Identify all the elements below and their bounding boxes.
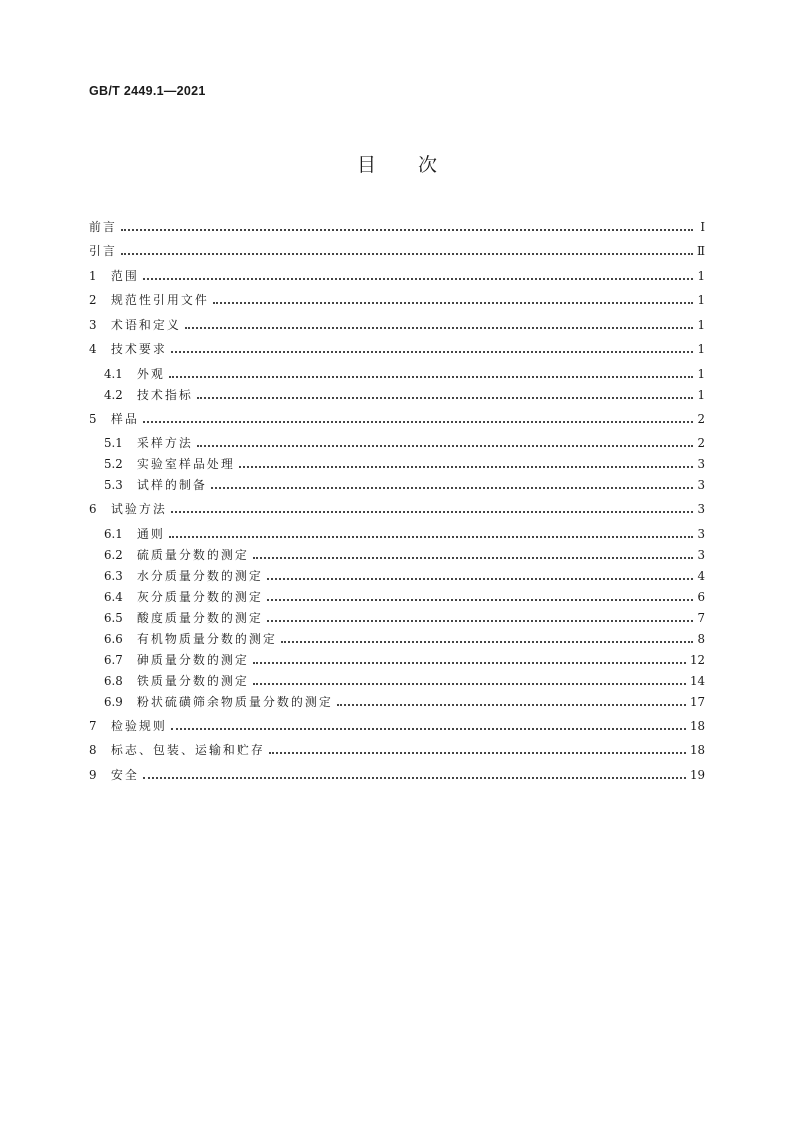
toc-entry-6-6[interactable] [104,629,705,649]
toc-entry-4-2[interactable] [104,385,705,405]
dot-leader [169,376,693,378]
toc-entry-label: 样品 [111,412,139,426]
dot-leader [171,728,686,730]
toc-entry-label: 粉状硫磺筛余物质量分数的测定 [137,695,333,709]
toc-entry-number: 6 [89,502,97,516]
toc-title-right: 次 [418,154,438,176]
toc-entry-page: 7 [697,611,705,625]
toc-entry-6-3[interactable] [104,566,705,586]
toc-entry-page: Ⅰ [700,220,705,234]
toc-entry-label: 规范性引用文件 [111,293,209,307]
toc-entry-page: 18 [689,743,705,757]
toc-entry-page: 2 [697,436,705,450]
toc-entry-page: 1 [697,318,705,332]
toc-entry-label: 技术要求 [111,342,167,356]
toc-entry-number: 6.2 [104,548,123,562]
dot-leader [143,777,686,779]
toc-entry-label: 范围 [111,269,139,283]
toc-entry-label: 试验方法 [111,502,167,516]
toc-entry-3[interactable] [89,315,705,335]
toc-entry-page: 3 [697,548,705,562]
toc-entry-6-5[interactable] [104,608,705,628]
toc-entry-number: 5.2 [104,457,123,471]
toc-entry-page: 1 [697,388,705,402]
toc-entry-6-9[interactable] [104,692,705,712]
toc-entry-page: 1 [697,293,705,307]
toc-entry-label: 术语和定义 [111,318,181,332]
toc-entry-5-1[interactable] [104,433,705,453]
dot-leader [337,704,686,706]
toc-entry-page: 8 [697,632,705,646]
dot-leader [143,278,693,280]
dot-leader [197,397,693,399]
dot-leader [267,620,693,622]
toc-entry-number: 5.3 [104,478,123,492]
toc-entry-number: 3 [89,318,97,332]
toc-entry-label: 通则 [137,527,165,541]
toc-entry-page: 2 [697,412,705,426]
toc-entry-label: 外观 [137,367,165,381]
toc-entry-number: 5 [89,412,97,426]
toc-entry-label: 检验规则 [111,719,167,733]
toc-entry-page: 17 [689,695,705,709]
dot-leader [121,229,693,231]
standard-number: GB/T 2449.1—2021 [89,84,206,98]
dot-leader [197,445,693,447]
toc-entry-foreword[interactable] [89,217,705,237]
toc-entry-page: 3 [697,502,705,516]
toc-entry-label: 安全 [111,768,139,782]
toc-entry-number: 6.1 [104,527,123,541]
toc-entry-label: 试样的制备 [137,478,207,492]
toc-entry-number: 5.1 [104,436,123,450]
dot-leader [253,683,686,685]
toc-entry-6-8[interactable] [104,671,705,691]
toc-entry-8[interactable] [89,740,705,760]
toc-entry-4-1[interactable] [104,364,705,384]
toc-entry-2[interactable] [89,290,705,310]
toc-entry-9[interactable] [89,765,705,785]
toc-entry-page: 19 [689,768,705,782]
toc-entry-number: 7 [89,719,97,733]
toc-entry-page: 1 [697,269,705,283]
dot-leader [267,599,693,601]
dot-leader [281,641,693,643]
toc-entry-6-1[interactable] [104,524,705,544]
dot-leader [213,302,693,304]
toc-entry-label: 灰分质量分数的测定 [137,590,263,604]
toc-entry-page: 14 [689,674,705,688]
dot-leader [171,511,693,513]
toc-entry-number: 6.3 [104,569,123,583]
dot-leader [253,662,686,664]
toc-entry-page: 3 [697,457,705,471]
dot-leader [121,253,693,255]
toc-entry-label: 实验室样品处理 [137,457,235,471]
toc-entry-1[interactable] [89,266,705,286]
dot-leader [269,752,686,754]
toc-entry-label: 铁质量分数的测定 [137,674,249,688]
toc-entry-number: 6.7 [104,653,123,667]
toc-entry-page: 18 [689,719,705,733]
toc-entry-label: 酸度质量分数的测定 [137,611,263,625]
toc-entry-introduction[interactable] [89,241,705,261]
toc-title [0,150,794,177]
toc-entry-5-3[interactable] [104,475,705,495]
toc-entry-number: 4.2 [104,388,123,402]
toc-entry-number: 4 [89,342,97,356]
toc-entry-label: 标志、包装、运输和贮存 [111,743,265,757]
toc-entry-number: 4.1 [104,367,123,381]
toc-entry-6[interactable] [89,499,705,519]
toc-entry-number: 9 [89,768,97,782]
toc-entry-label: 技术指标 [137,388,193,402]
toc-entry-page: 1 [697,342,705,356]
toc-title-left: 目 [356,154,376,176]
toc-entry-5-2[interactable] [104,454,705,474]
toc-entry-number: 6.5 [104,611,123,625]
dot-leader [267,578,693,580]
toc-entry-label: 引言 [89,244,117,258]
toc-entry-label: 有机物质量分数的测定 [137,632,277,646]
toc-entry-number: 6.4 [104,590,123,604]
dot-leader [169,536,693,538]
toc-entry-page: 3 [697,478,705,492]
toc-entry-number: 6.6 [104,632,123,646]
toc-entry-5[interactable] [89,409,705,429]
toc-entry-6-2[interactable] [104,545,705,565]
dot-leader [143,421,693,423]
toc-entry-number: 1 [89,269,97,283]
toc-entry-label: 水分质量分数的测定 [137,569,263,583]
toc-entry-label: 前言 [89,220,117,234]
dot-leader [171,351,693,353]
toc-entry-number: 6.9 [104,695,123,709]
dot-leader [239,466,693,468]
dot-leader [211,487,693,489]
toc-entry-number: 2 [89,293,97,307]
dot-leader [253,557,693,559]
toc-entry-page: 12 [689,653,705,667]
toc-entry-7[interactable] [89,716,705,736]
toc-entry-page: 3 [697,527,705,541]
toc-entry-page: 4 [697,569,705,583]
toc-entry-number: 6.8 [104,674,123,688]
toc-entry-page: Ⅱ [696,244,705,258]
toc-entry-label: 硫质量分数的测定 [137,548,249,562]
dot-leader [185,327,693,329]
toc-entry-page: 1 [697,367,705,381]
toc-entry-label: 砷质量分数的测定 [137,653,249,667]
toc-entry-label: 采样方法 [137,436,193,450]
toc-entry-6-7[interactable] [104,650,705,670]
toc-entry-4[interactable] [89,339,705,359]
toc-entry-6-4[interactable] [104,587,705,607]
toc-entry-page: 6 [697,590,705,604]
toc-entry-number: 8 [89,743,97,757]
